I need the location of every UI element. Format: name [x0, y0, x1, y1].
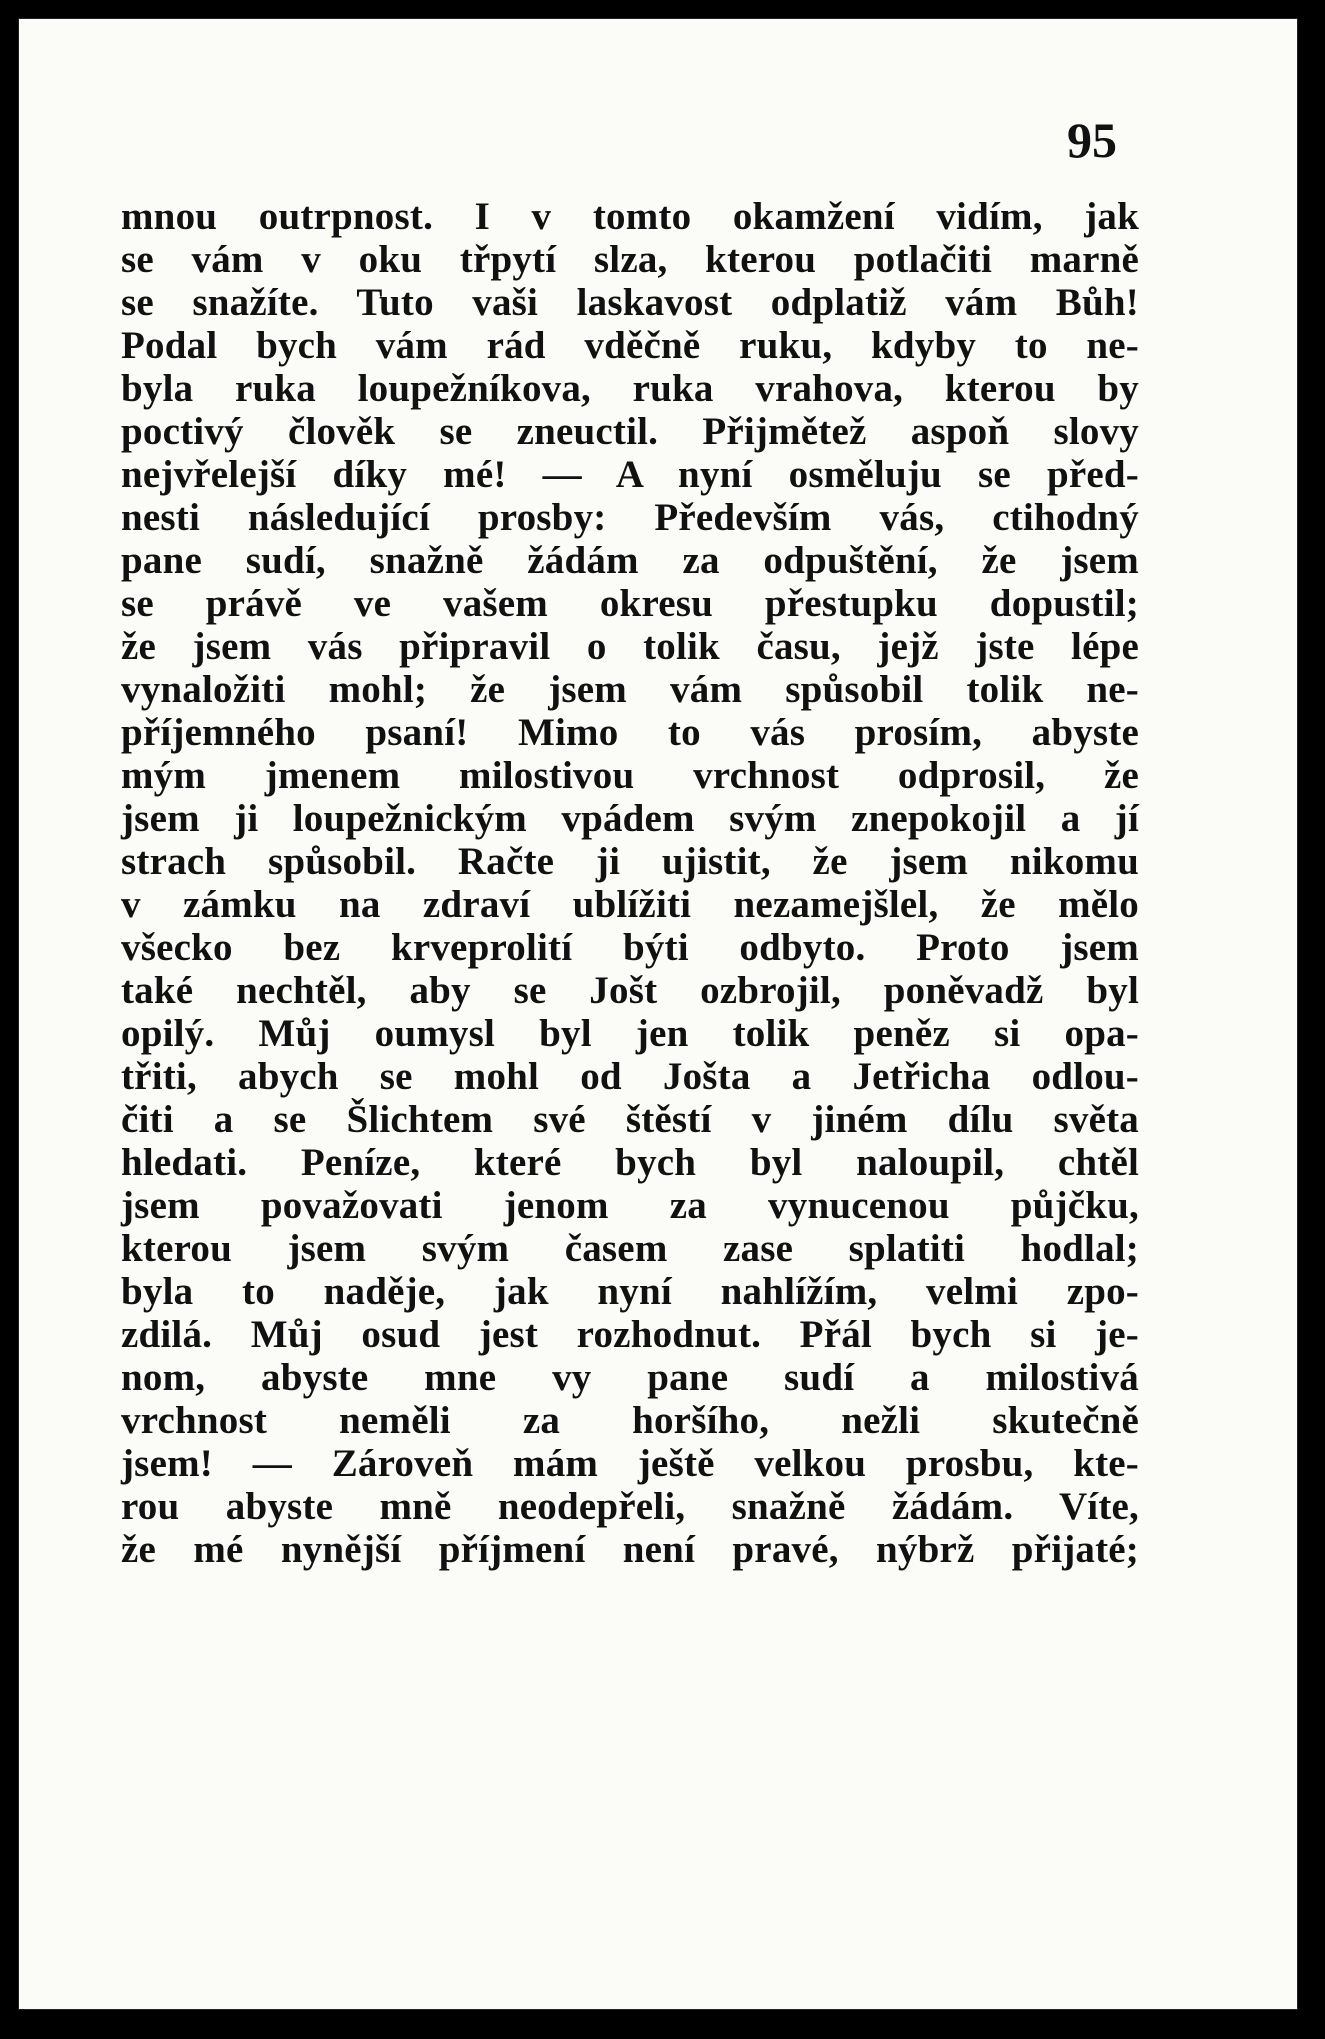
- text-line: nom, abyste mne vy pane sudí a milostivá: [121, 1356, 1139, 1399]
- text-line: nejvřelejší díky mé! — A nyní osměluju se před-: [121, 453, 1139, 496]
- text-line: Podal bych vám rád vděčně ruku, kdyby to ne-: [121, 324, 1139, 367]
- text-line: příjemného psaní! Mimo to vás prosím, abyste: [121, 711, 1139, 754]
- text-line: že mé nynější příjmení není pravé, nýbrž přijaté;: [121, 1528, 1139, 1571]
- text-line: byla to naděje, jak nyní nahlížím, velmi zpo-: [121, 1270, 1139, 1313]
- text-line: pane sudí, snažně žádám za odpuštění, že jsem: [121, 539, 1139, 582]
- text-line: opilý. Můj oumysl byl jen tolik peněz si opa-: [121, 1012, 1139, 1055]
- text-line: zdilá. Můj osud jest rozhodnut. Přál bych si je-: [121, 1313, 1139, 1356]
- text-line: strach spůsobil. Račte ji ujistit, že jsem nikomu: [121, 840, 1139, 883]
- text-line: také nechtěl, aby se Jošt ozbrojil, poněvadž byl: [121, 969, 1139, 1012]
- text-line: že jsem vás připravil o tolik času, jejž jste lépe: [121, 625, 1139, 668]
- book-page: [18, 18, 1298, 2010]
- text-line: nesti následující prosby: Především vás, ctihodný: [121, 496, 1139, 539]
- text-line: jsem! — Zároveň mám ještě velkou prosbu, kte-: [121, 1442, 1139, 1485]
- text-line: rou abyste mně neodepřeli, snažně žádám. Víte,: [121, 1485, 1139, 1528]
- text-line: poctivý člověk se zneuctil. Přijmětež aspoň slovy: [121, 410, 1139, 453]
- text-line: vynaložiti mohl; že jsem vám spůsobil tolik ne-: [121, 668, 1139, 711]
- text-line: třiti, abych se mohl od Jošta a Jetřicha odlou-: [121, 1055, 1139, 1098]
- text-line: kterou jsem svým časem zase splatiti hodlal;: [121, 1227, 1139, 1270]
- text-line: mým jmenem milostivou vrchnost odprosil, že: [121, 754, 1139, 797]
- text-line: hledati. Peníze, které bych byl naloupil, chtěl: [121, 1141, 1139, 1184]
- text-line: byla ruka loupežníkova, ruka vrahova, kterou by: [121, 367, 1139, 410]
- text-line: vrchnost neměli za horšího, nežli skutečně: [121, 1399, 1139, 1442]
- page-number: 95: [1067, 112, 1117, 168]
- body-text: [121, 195, 1139, 1571]
- text-line: v zámku na zdraví ublížiti nezamejšlel, že mělo: [121, 883, 1139, 926]
- text-line: se právě ve vašem okresu přestupku dopustil;: [121, 582, 1139, 625]
- text-line: jsem ji loupežnickým vpádem svým znepokojil a jí: [121, 797, 1139, 840]
- text-line: mnou outrpnost. I v tomto okamžení vidím, jak: [121, 195, 1139, 238]
- text-line: se vám v oku třpytí slza, kterou potlačiti marně: [121, 238, 1139, 281]
- text-line: čiti a se Šlichtem své štěstí v jiném dílu světa: [121, 1098, 1139, 1141]
- text-line: se snažíte. Tuto vaši laskavost odplatiž vám Bůh!: [121, 281, 1139, 324]
- text-line: všecko bez krveprolití býti odbyto. Proto jsem: [121, 926, 1139, 969]
- text-line: jsem považovati jenom za vynucenou půjčku,: [121, 1184, 1139, 1227]
